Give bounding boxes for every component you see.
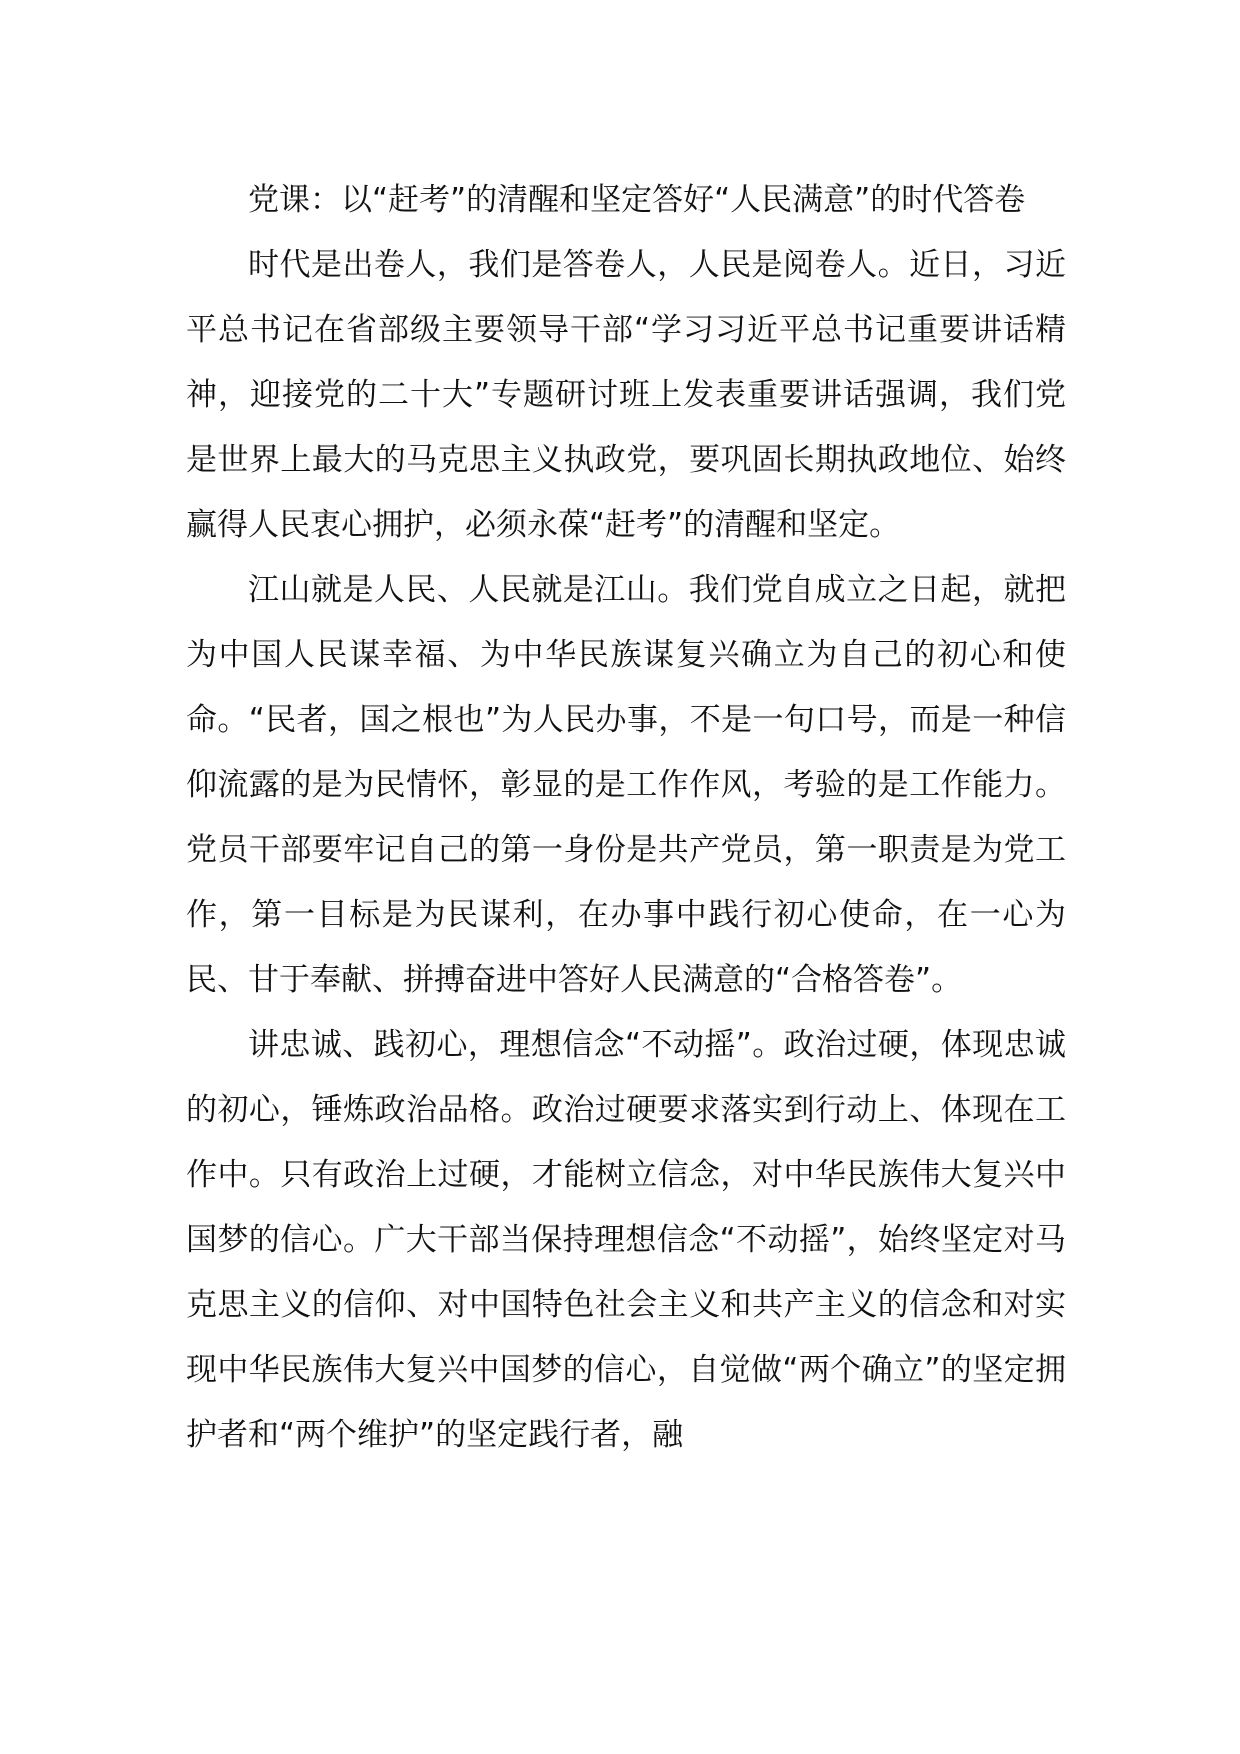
paragraph-3: 讲忠诚、践初心，理想信念“不动摇”。政治过硬，体现忠诚的初心，锤炼政治品格。政治过硬要求落实到行动上、体现在工作中。只有政治上过硬，才能树立信念，对中华民族伟大复兴中国梦的信心。广大干部当保持理想信念“不动摇”，始终坚定对马克思主义的信仰、对中国特色社会主义和共产主义的信念和对实现中华民族伟大复兴中国梦的信心，自觉做“两个确立”的坚定拥护者和“两个维护”的坚定践行者，融 xyxy=(186,1027,1066,1453)
document-title: 党课：以“赶考”的清醒和坚定答好“人民满意”的时代答卷 xyxy=(248,182,1026,218)
paragraph-1: 时代是出卷人，我们是答卷人，人民是阅卷人。近日，习近平总书记在省部级主要领导干部“学习习近平总书记重要讲话精神，迎接党的二十大”专题研讨班上发表重要讲话强调，我们党是世界上最大的马克思主义执政党，要巩固长期执政地位、始终赢得人民衷心拥护，必须永葆“赶考”的清醒和坚定。 xyxy=(186,247,1066,543)
paragraph-2: 江山就是人民、人民就是江山。我们党自成立之日起，就把为中国人民谋幸福、为中华民族谋复兴确立为自己的初心和使命。“民者，国之根也”为人民办事，不是一句口号，而是一种信仰流露的是为民情怀，彰显的是工作作风，考验的是工作能力。党员干部要牢记自己的第一身份是共产党员，第一职责是为党工作，第一目标是为民谋利，在办事中践行初心使命，在一心为民、甘于奉献、拼搏奋进中答好人民满意的“合格答卷”。 xyxy=(186,572,1066,998)
document-page xyxy=(186,168,1066,1468)
